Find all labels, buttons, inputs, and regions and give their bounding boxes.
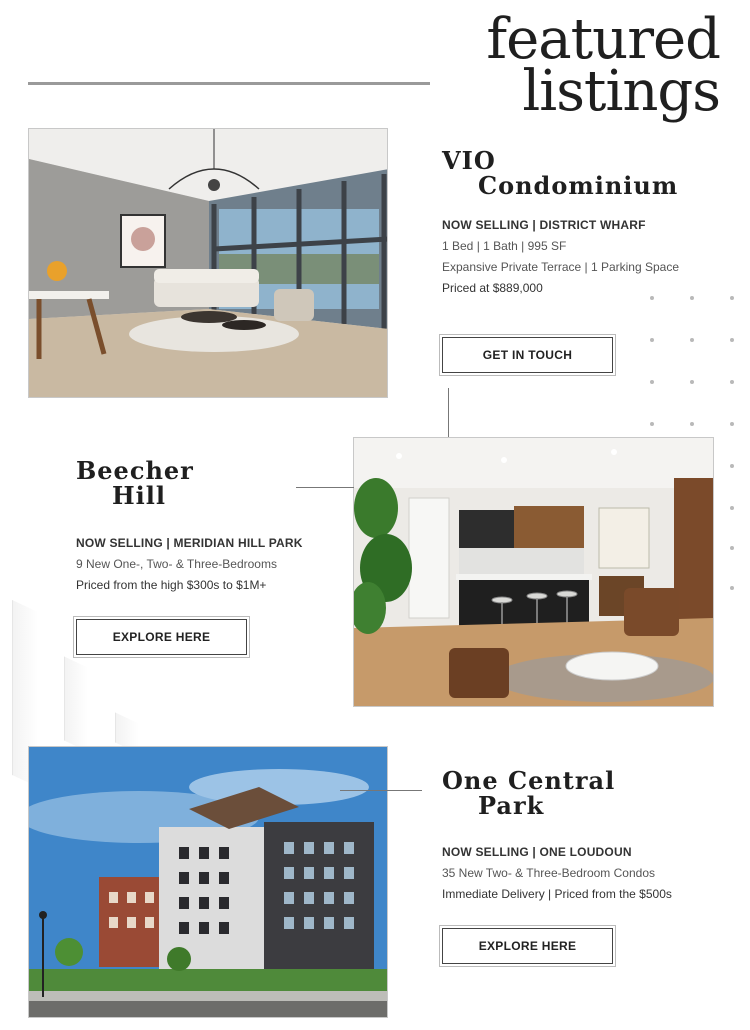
beecher-hill-detail-1: 9 New One-, Two- & Three-Bedrooms xyxy=(76,557,277,571)
dot xyxy=(730,546,734,550)
heading-line-2: listings xyxy=(522,58,720,124)
dot xyxy=(650,338,654,342)
one-central-park-title-line-2: Park xyxy=(478,791,545,821)
one-central-park-detail-1: 35 New Two- & Three-Bedroom Condos xyxy=(442,866,655,880)
heading-rule xyxy=(28,82,430,85)
explore-one-central-park-button[interactable]: EXPLORE HERE xyxy=(442,928,613,964)
dot xyxy=(730,506,734,510)
dot xyxy=(730,422,734,426)
explore-beecher-hill-button[interactable]: EXPLORE HERE xyxy=(76,619,247,655)
heading-line-1: featured xyxy=(486,7,720,72)
dot xyxy=(730,586,734,590)
one-central-park-title-line-1: One Central xyxy=(442,766,616,795)
beecher-hill-title-line-1: Beecher xyxy=(76,456,194,485)
beecher-hill-status: NOW SELLING | MERIDIAN HILL PARK xyxy=(76,536,303,550)
beecher-hill-title-line-2: Hill xyxy=(112,481,167,511)
dot xyxy=(690,422,694,426)
page-heading xyxy=(440,7,720,124)
vio-title-line-1: VIO xyxy=(442,146,496,175)
connector-line xyxy=(340,790,422,791)
one-central-park-title xyxy=(442,766,732,821)
one-central-park-status: NOW SELLING | ONE LOUDOUN xyxy=(442,845,632,859)
vio-detail-3: Priced at $889,000 xyxy=(442,281,543,295)
vio-photo[interactable] xyxy=(28,128,388,398)
vio-detail-1: 1 Bed | 1 Bath | 995 SF xyxy=(442,239,567,253)
connector-line xyxy=(296,487,354,488)
beecher-hill-photo[interactable] xyxy=(353,437,714,707)
vio-status: NOW SELLING | DISTRICT WHARF xyxy=(442,218,646,232)
dot xyxy=(730,380,734,384)
dot xyxy=(690,338,694,342)
get-in-touch-button[interactable]: GET IN TOUCH xyxy=(442,337,613,373)
beecher-hill-title xyxy=(76,456,336,511)
dot xyxy=(650,380,654,384)
beecher-hill-detail-2: Priced from the high $300s to $1M+ xyxy=(76,578,267,592)
vio-detail-2: Expansive Private Terrace | 1 Parking Space xyxy=(442,260,680,274)
decorative-shape xyxy=(64,656,88,751)
dot xyxy=(650,422,654,426)
dot xyxy=(690,380,694,384)
one-central-park-photo[interactable] xyxy=(28,746,388,1018)
vio-title-line-2: Condominium xyxy=(478,171,679,201)
one-central-park-detail-2: Immediate Delivery | Priced from the $500s xyxy=(442,887,672,901)
dot xyxy=(730,464,734,468)
dot xyxy=(730,338,734,342)
vio-title xyxy=(442,146,732,201)
